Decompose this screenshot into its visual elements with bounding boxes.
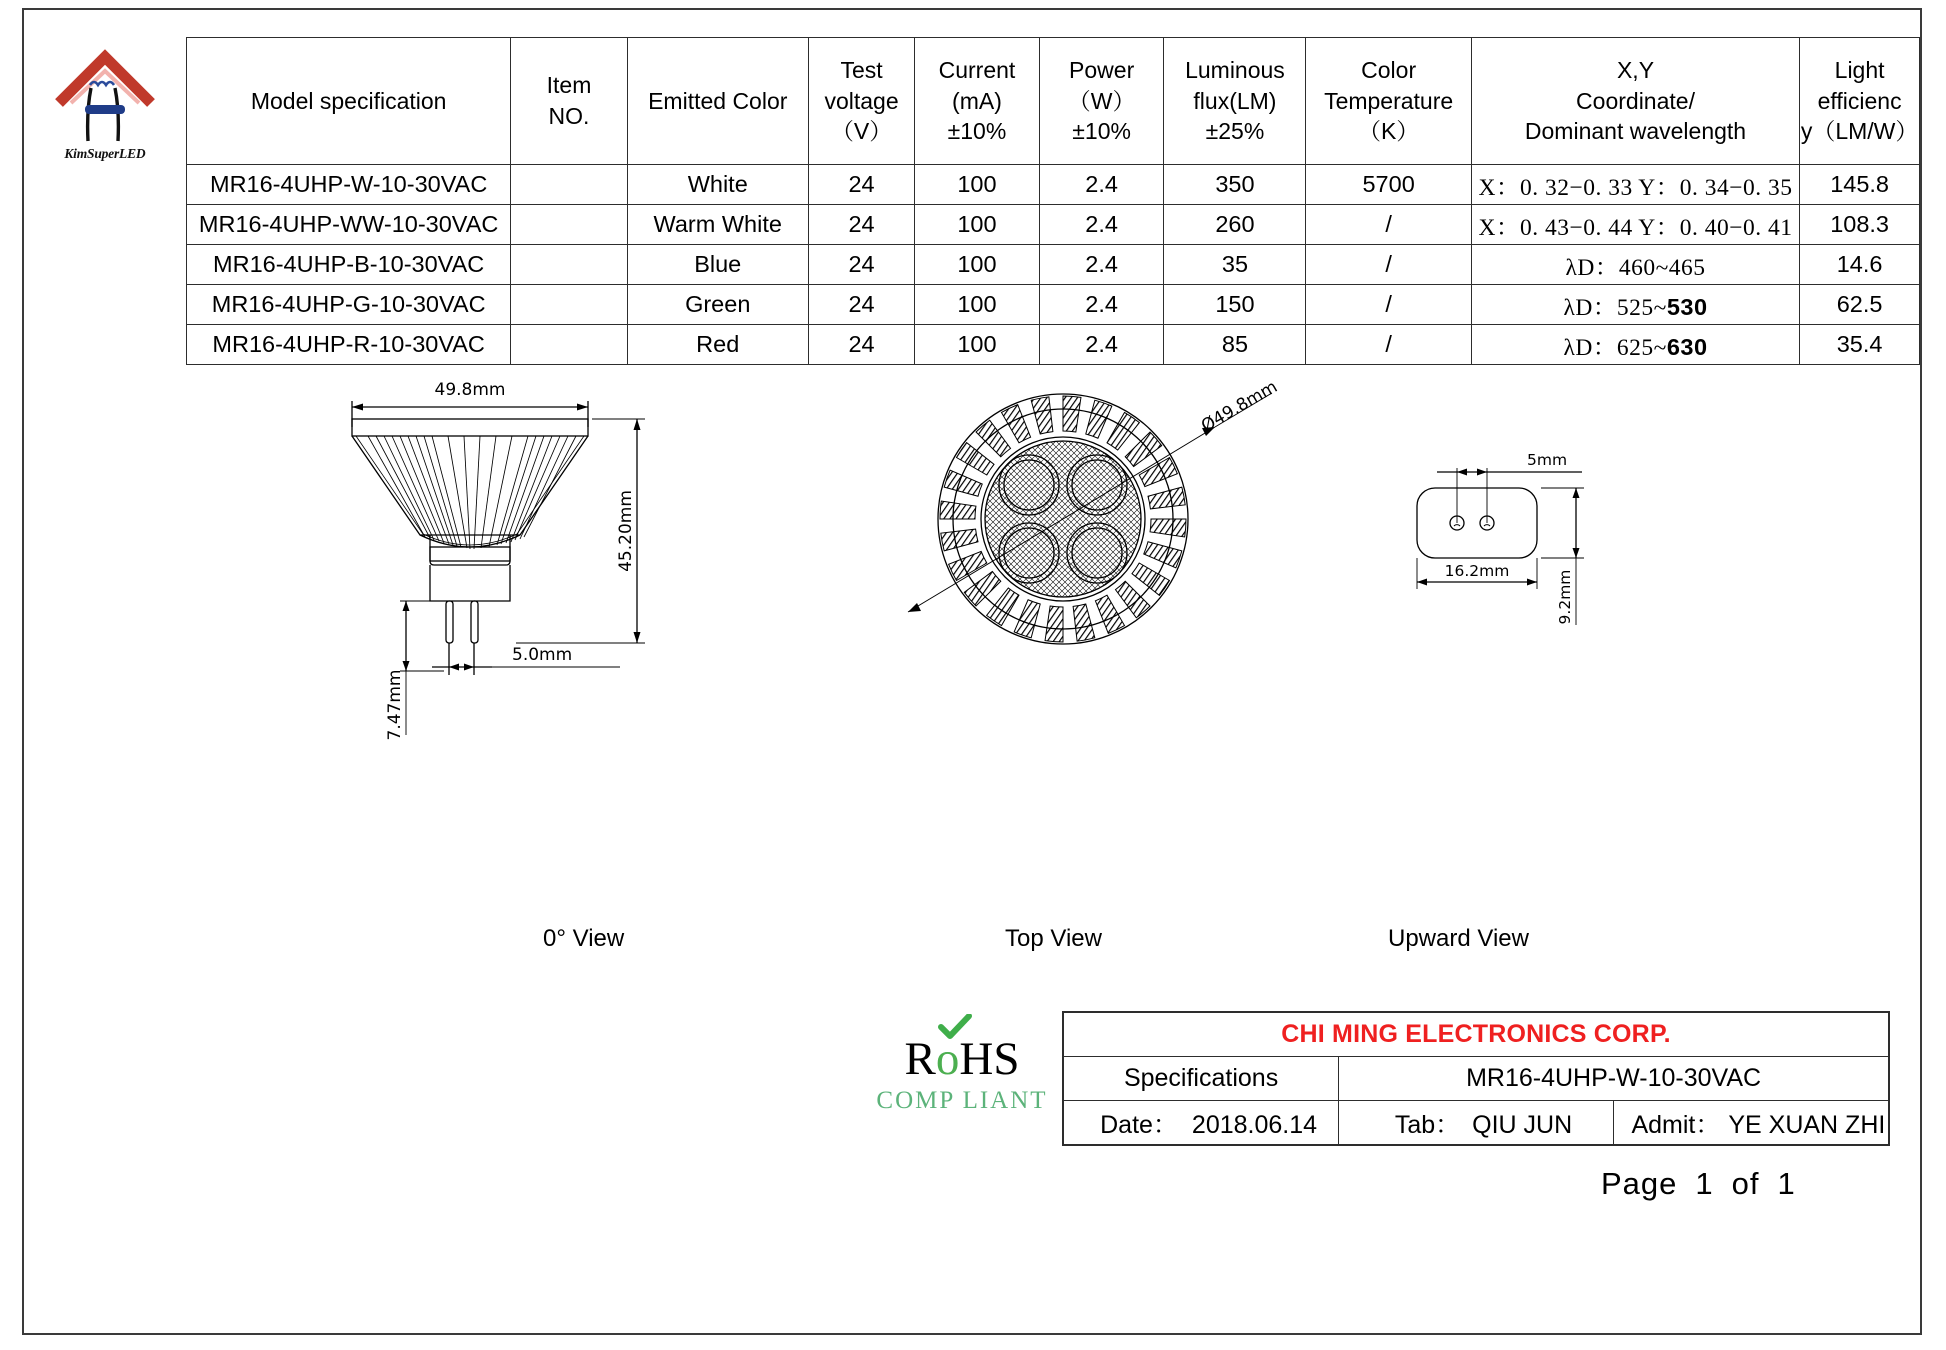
header-emitted-color: Emitted Color: [627, 38, 808, 165]
cell-xy-coordinate: λD：525~530: [1471, 285, 1799, 325]
header-model-specification: Model specification: [186, 38, 511, 165]
cell-current: 100: [915, 205, 1040, 245]
cell-xy-coordinate: X：0. 43−0. 44 Y：0. 40−0. 41: [1471, 205, 1799, 245]
cell-xy-coordinate: λD：460~465: [1471, 245, 1799, 285]
header-current: Current (mA) ±10%: [915, 38, 1040, 165]
cell-current: 100: [915, 285, 1040, 325]
heatsink-fin: [1063, 396, 1081, 432]
rohs-compliant-text: COMP LIANT: [876, 1087, 1048, 1114]
heatsink-fin: [1148, 487, 1185, 509]
top-diameter-dimension: Ø49.8mm: [1197, 376, 1282, 437]
specification-table-body: [24, 165, 1920, 365]
header-item-no: Item NO.: [511, 38, 627, 165]
upward-height-dimension: 9.2mm: [1556, 569, 1574, 625]
cell-light-efficiency: 145.8: [1800, 165, 1920, 205]
cell-xy-bold-suffix: 630: [1666, 333, 1708, 360]
kimsuperled-logo: [45, 41, 165, 161]
row-logo-spacer: [24, 325, 186, 365]
upward-pin-spacing-dimension: 5mm: [1527, 451, 1568, 469]
cell-emitted-color: Red: [627, 325, 808, 365]
cell-test-voltage: 24: [808, 165, 914, 205]
cell-luminous-flux: 260: [1164, 205, 1306, 245]
heatsink-fin: [1002, 405, 1031, 443]
cell-power: 2.4: [1039, 165, 1164, 205]
row-logo-spacer: [24, 285, 186, 325]
admit-label: Admit：: [1631, 1110, 1721, 1139]
page-label: Page: [1601, 1166, 1678, 1201]
page-current: 1: [1695, 1166, 1714, 1201]
cell-item-no: [511, 325, 627, 365]
cell-emitted-color: Warm White: [627, 205, 808, 245]
logo-graphic: [45, 41, 165, 161]
table-header-row: [24, 38, 1920, 165]
header-light-efficiency: Light efficienc y（LM/W）: [1800, 38, 1920, 165]
specifications-value: MR16-4UHP-W-10-30VAC: [1339, 1057, 1888, 1101]
cell-light-efficiency: 62.5: [1800, 285, 1920, 325]
cell-color-temperature: /: [1306, 285, 1471, 325]
cell-current: 100: [915, 165, 1040, 205]
cell-luminous-flux: 35: [1164, 245, 1306, 285]
page-of-label: of: [1731, 1166, 1760, 1201]
top-view-drawing: [908, 377, 1281, 644]
cell-test-voltage: 24: [808, 245, 914, 285]
cell-light-efficiency: 14.6: [1800, 245, 1920, 285]
date-label: Date：: [1100, 1110, 1178, 1139]
page-total: 1: [1777, 1166, 1796, 1201]
company-specifications-row: [1064, 1057, 1888, 1101]
header-xy-coordinate: X,Y Coordinate/ Dominant wavelength: [1471, 38, 1799, 165]
rohs-wordmark: RoHS: [905, 1036, 1020, 1083]
date-field: [1064, 1101, 1339, 1145]
cell-test-voltage: 24: [808, 205, 914, 245]
front-view-drawing: [352, 380, 645, 740]
brand-logo-cell: [24, 38, 186, 165]
table-row: [24, 205, 1920, 245]
date-value: 2018.06.14: [1191, 1110, 1318, 1139]
heatsink-fin: [1031, 397, 1053, 434]
technical-drawings: [0, 375, 1946, 935]
cell-power: 2.4: [1039, 325, 1164, 365]
specifications-label: Specifications: [1064, 1057, 1339, 1101]
cell-color-temperature: /: [1306, 325, 1471, 365]
cell-luminous-flux: 85: [1164, 325, 1306, 365]
cell-power: 2.4: [1039, 285, 1164, 325]
top-view-label: Top View: [1005, 925, 1102, 952]
table-row: [24, 285, 1920, 325]
row-logo-spacer: [24, 245, 186, 285]
cell-emitted-color: Blue: [627, 245, 808, 285]
admit-value: YE XUAN ZHI: [1728, 1110, 1886, 1139]
heatsink-fin: [940, 501, 976, 519]
front-height-dimension: 45.20mm: [616, 490, 636, 572]
front-width-dimension: 49.8mm: [434, 380, 506, 400]
cell-light-efficiency: 35.4: [1800, 325, 1920, 365]
cell-color-temperature: /: [1306, 245, 1471, 285]
heatsink-fin: [956, 443, 994, 475]
cell-current: 100: [915, 245, 1040, 285]
upward-view-label: Upward View: [1388, 925, 1529, 952]
cell-model: MR16-4UHP-R-10-30VAC: [186, 325, 511, 365]
front-pin-spacing-dimension: 5.0mm: [512, 645, 573, 665]
header-power: Power （W） ±10%: [1039, 38, 1164, 165]
cell-test-voltage: 24: [808, 325, 914, 365]
tab-value: QIU JUN: [1472, 1110, 1573, 1139]
company-meta-row: [1064, 1101, 1888, 1145]
header-luminous-flux: Luminous flux(LM) ±25%: [1164, 38, 1306, 165]
checkmark-icon: [938, 1014, 972, 1040]
row-logo-spacer: [24, 165, 186, 205]
cell-item-no: [511, 245, 627, 285]
heatsink-fin: [1045, 606, 1063, 642]
table-row: [24, 165, 1920, 205]
front-view-label: 0° View: [543, 925, 625, 952]
heatsink-fin: [941, 529, 978, 551]
header-color-temperature: Color Temperature （K）: [1306, 38, 1471, 165]
admit-field: [1613, 1101, 1888, 1145]
company-name: CHI MING ELECTRONICS CORP.: [1064, 1013, 1888, 1057]
cell-xy-coordinate: λD：625~630: [1471, 325, 1799, 365]
cell-item-no: [511, 205, 627, 245]
heatsink-fin: [1095, 595, 1124, 633]
heatsink-fin: [987, 588, 1019, 626]
tab-label: Tab：: [1394, 1110, 1461, 1139]
cell-model: MR16-4UHP-WW-10-30VAC: [186, 205, 511, 245]
cell-model: MR16-4UHP-G-10-30VAC: [186, 285, 511, 325]
heatsink-fin: [1107, 412, 1139, 450]
table-row: [24, 245, 1920, 285]
specification-table: [24, 37, 1920, 365]
company-title-row: [1064, 1013, 1888, 1057]
heatsink-fin: [1150, 519, 1186, 537]
cell-power: 2.4: [1039, 245, 1164, 285]
upward-view-drawing: [1417, 451, 1584, 625]
cell-xy-coordinate: X：0. 32−0. 33 Y：0. 34−0. 35: [1471, 165, 1799, 205]
cell-light-efficiency: 108.3: [1800, 205, 1920, 245]
cell-luminous-flux: 350: [1164, 165, 1306, 205]
header-test-voltage: Test voltage （V）: [808, 38, 914, 165]
front-pin-length-dimension: 7.47mm: [385, 669, 405, 741]
cell-test-voltage: 24: [808, 285, 914, 325]
page-number: [1592, 1166, 1805, 1202]
cell-color-temperature: 5700: [1306, 165, 1471, 205]
cell-emitted-color: White: [627, 165, 808, 205]
company-title-block: [1062, 1011, 1890, 1146]
cell-luminous-flux: 150: [1164, 285, 1306, 325]
heatsink-fin: [1073, 604, 1095, 641]
cell-emitted-color: Green: [627, 285, 808, 325]
cell-power: 2.4: [1039, 205, 1164, 245]
upward-width-dimension: 16.2mm: [1444, 562, 1510, 580]
table-row: [24, 325, 1920, 365]
cell-color-temperature: /: [1306, 205, 1471, 245]
cell-model: MR16-4UHP-B-10-30VAC: [186, 245, 511, 285]
cell-model: MR16-4UHP-W-10-30VAC: [186, 165, 511, 205]
cell-item-no: [511, 285, 627, 325]
tab-field: [1339, 1101, 1614, 1145]
cell-current: 100: [915, 325, 1040, 365]
logo-wordmark: KimSuperLED: [64, 145, 146, 161]
cell-xy-bold-suffix: 530: [1666, 293, 1708, 320]
row-logo-spacer: [24, 205, 186, 245]
cell-item-no: [511, 165, 627, 205]
rohs-compliant-logo: [872, 1033, 1052, 1114]
heatsink-fin: [1132, 563, 1170, 595]
